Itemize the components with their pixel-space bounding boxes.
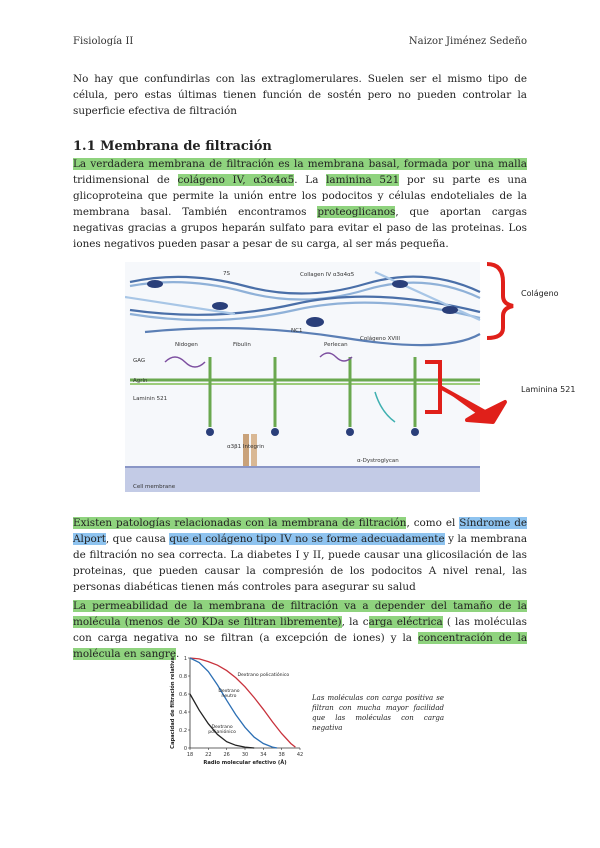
x-tick-label: 26: [223, 752, 230, 758]
x-tick-label: 18: [186, 752, 194, 758]
collagen-label: Colágeno: [521, 289, 559, 298]
filtration-chart: [168, 650, 308, 775]
highlight-proteoglycans: proteoglicanos: [317, 206, 396, 218]
y-tick-label: 0.4: [179, 709, 187, 716]
x-tick-label: 22: [205, 752, 212, 758]
highlight-charge: arga eléctrica: [368, 616, 443, 628]
collagen-brace: [487, 264, 513, 338]
laminin-globule: [206, 428, 214, 436]
series-label: Dextrano policatiónico: [237, 673, 290, 678]
label-nc1: NC1: [291, 328, 303, 334]
label-collagen-xviii: Colágeno XVIII: [360, 336, 400, 342]
header-author: Naizor Jiménez Sedeño: [408, 36, 527, 47]
highlight-pathologies: Existen patologías relacionadas con la membrana de filtración: [73, 517, 407, 529]
text-run: ( las moléculas con carga negativa no se filtran (a excepción de iones) y la: [73, 616, 527, 644]
x-tick-label: 42: [296, 752, 304, 758]
highlight-alport: Síndrome de Alport: [73, 517, 527, 545]
laminin-label: Laminina 521: [521, 385, 576, 394]
x-axis-label: Radio molecular efectivo (Å): [203, 760, 287, 766]
y-tick-label: 0.2: [179, 727, 187, 734]
intro-paragraph: No hay que confundirlas con las extraglomerulares. Suelen ser el mismo tipo de célula, pero estas últimas tienen función de sostén pero no pueden controlar la superficie efectiva de filtración: [73, 73, 527, 117]
nc1-domain: [442, 306, 458, 314]
chart-caption: Las moléculas con carga positiva se filtran con mucha mayor facilidad que las moléculas con carga negativa: [312, 694, 444, 732]
label-nidogen: Nidogen: [175, 342, 198, 348]
highlight-concentration: concentración de la molécula en sangre: [73, 632, 528, 660]
label-fibulin: Fibulin: [233, 342, 251, 348]
label-perlecan: Perlecan: [324, 342, 348, 348]
text-run: , como el: [406, 517, 460, 529]
nc1-domain: [306, 317, 324, 327]
text-run: tridimensional de: [73, 174, 178, 186]
y-tick-label: 1: [183, 655, 187, 662]
label-dystroglycan: α-Dystroglycan: [357, 458, 399, 464]
text-run: .: [176, 648, 180, 660]
highlight-basal-membrane: La verdadera membrana de filtración es la membrana basal, formada por una malla: [73, 158, 527, 170]
series-line: [190, 694, 254, 748]
cell-membrane: [125, 467, 480, 492]
x-tick-label: 30: [241, 752, 249, 758]
highlight-laminin: laminina 521: [326, 174, 400, 186]
label-cell-membrane: Cell membrane: [133, 484, 176, 490]
label-7s: 7S: [223, 271, 230, 277]
text-run: y la membrana de filtración no sea correcta. La diabetes I y II, puede causar una glicosilación de las proteinas, que pueden causar la compresión de los podocitos A nivel renal, las personas diabéticas tienen más controles para asegurar su salud: [73, 533, 528, 593]
basement-membrane-figure: [125, 262, 595, 497]
highlight-size: La permeabilidad de la membrana de filtración va a depender del tamaño de la molécula (menos de 30 KDa se filtran libremente): [73, 600, 527, 628]
nc1-domain: [392, 280, 408, 288]
text-run: . La: [294, 174, 327, 186]
paragraph-membrane: [73, 156, 527, 252]
nc1-domain: [212, 302, 228, 310]
y-tick-label: 0.8: [179, 673, 187, 680]
label-gag: GAG: [133, 358, 146, 364]
label-laminin-521: Laminin 521: [133, 396, 168, 402]
nc1-domain: [147, 280, 163, 288]
y-tick-label: 0: [183, 745, 187, 752]
y-axis-label: Capacidad de filtración relativa: [170, 657, 176, 749]
laminin-globule: [271, 428, 279, 436]
laminin-globule: [411, 428, 419, 436]
series-line: [190, 658, 295, 747]
text-run: , que causa: [105, 533, 170, 545]
highlight-collagen: colágeno IV, α3α4α5: [177, 174, 295, 186]
x-tick-label: 38: [278, 752, 285, 758]
text-run: , que aportan cargas negativas gracias a grupos heparán sulfato para evitar el paso de las proteinas. Los iones negativos pueden pasar a pesar de su carga, al ser más pequeña.: [73, 206, 528, 250]
x-tick-label: 34: [260, 752, 267, 758]
paragraph-pathologies: [73, 515, 527, 595]
series-label: Dextrano polianiónico: [208, 725, 236, 736]
series-label: Dextrano neutro: [218, 689, 240, 700]
label-integrin: α3β1 Integrin: [227, 444, 265, 450]
header-course: Fisiología II: [73, 36, 134, 47]
label-agrin: Agrin: [133, 378, 148, 384]
laminin-globule: [346, 428, 354, 436]
text-run: , la c: [341, 616, 369, 628]
text-run: por su parte es una glicoproteina que permite la unión entre los podocitos y células endoteliales de la membrana basal. También encontramos: [73, 174, 527, 218]
y-tick-label: 0.6: [179, 691, 187, 698]
highlight-collagen-defect: que el colágeno tipo IV no se forme adecuadamente: [169, 533, 445, 545]
label-collagen-iv: Collagen IV α3α4α5: [300, 272, 355, 278]
section-title: 1.1 Membrana de filtración: [73, 139, 272, 154]
